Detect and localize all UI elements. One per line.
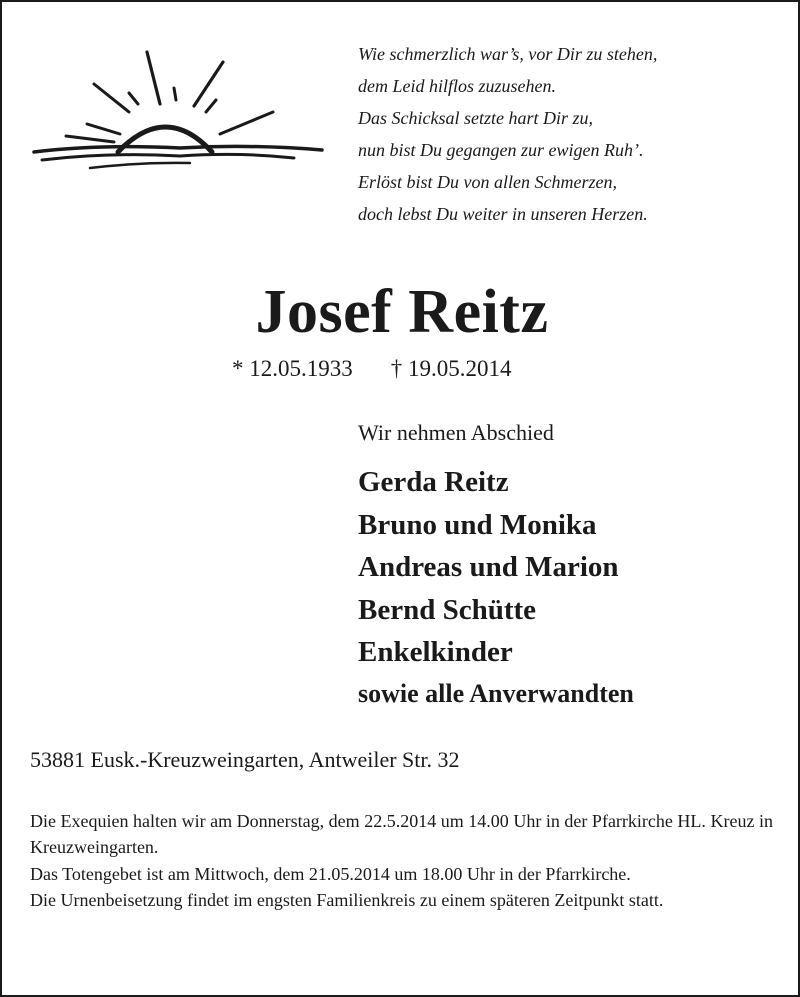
poem-line: Erlöst bist Du von allen Schmerzen, (358, 172, 617, 192)
mourner-name: Andreas und Marion (358, 551, 619, 583)
poem-line: Das Schicksal setzte hart Dir zu, (358, 108, 593, 128)
memorial-poem (358, 38, 788, 230)
setting-sun-icon (30, 40, 330, 190)
deceased-name: Josef Reitz (255, 278, 549, 346)
service-information (30, 808, 773, 913)
mourners-list (358, 461, 619, 674)
farewell-intro: Wir nehmen Abschied (358, 420, 554, 445)
mourner-name: Gerda Reitz (358, 466, 509, 498)
life-dates (232, 352, 512, 386)
relatives-line: sowie alle Anverwandten (358, 679, 634, 708)
info-paragraph: Die Urnenbeisetzung findet im engsten Familienkreis zu einem späteren Zeitpunkt statt. (30, 889, 664, 910)
birth-date: * 12.05.1933 (232, 356, 353, 381)
family-address: 53881 Eusk.-Kreuzweingarten, Antweiler Str. 32 (30, 747, 460, 772)
mourner-name: Bruno und Monika (358, 508, 597, 541)
poem-line: Wie schmerzlich war’s, vor Dir zu stehen, (358, 44, 658, 64)
poem-line: nun bist Du gegangen zur ewigen Ruh’. (358, 140, 644, 160)
poem-line: dem Leid hilflos zuzusehen. (358, 76, 556, 96)
poem-line: doch lebst Du weiter in unseren Herzen. (358, 204, 648, 224)
mourner-name: Enkelkinder (358, 636, 513, 668)
info-paragraph: Die Exequien halten wir am Donnerstag, dem 22.5.2014 um 14.00 Uhr in der Pfarrkirche HL. Kreuz in Kreuzweingarten. (30, 811, 773, 858)
info-paragraph: Das Totengebet ist am Mittwoch, dem 21.05.2014 um 18.00 Uhr in der Pfarrkirche. (30, 863, 631, 884)
death-date: † 19.05.2014 (390, 356, 512, 381)
mourner-name: Bernd Schütte (358, 593, 537, 626)
